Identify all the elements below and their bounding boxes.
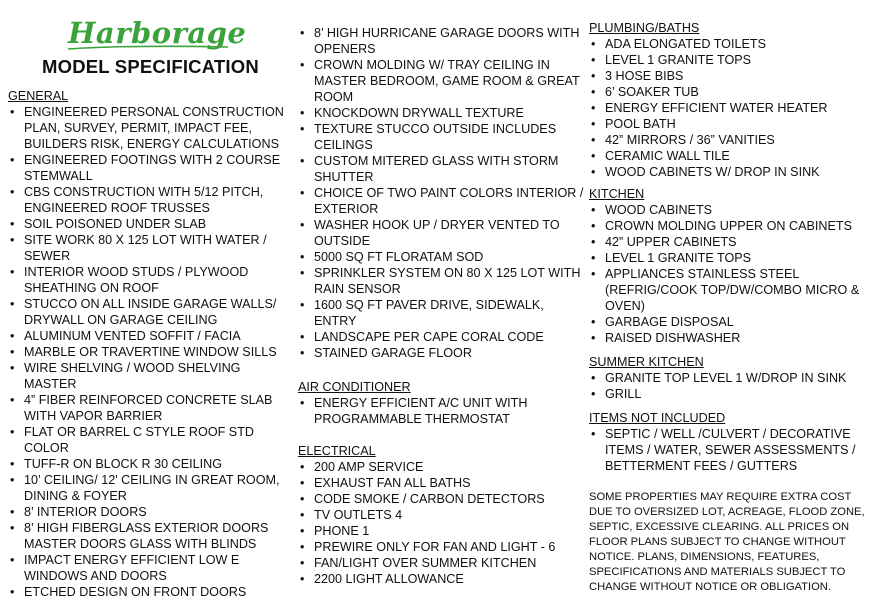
list-item: • LANDSCAPE PER CAPE CORAL CODE — [298, 329, 584, 345]
list-item: • 200 AMP SERVICE — [298, 459, 584, 475]
list-item: • 42” MIRRORS / 36” VANITIES — [589, 132, 877, 148]
list-item: • 5000 SQ FT FLORATAM SOD — [298, 249, 584, 265]
list-item: • ENERGY EFFICIENT A/C UNIT WITH PROGRAMMABLE THERMOSTAT — [298, 395, 584, 427]
plumbing-list — [589, 36, 877, 180]
column-1 — [8, 88, 293, 600]
list-item: • STAINED GARAGE FLOOR — [298, 345, 584, 361]
list-item: • WASHER HOOK UP / DRYER VENTED TO OUTSIDE — [298, 217, 584, 249]
list-item: • EXHAUST FAN ALL BATHS — [298, 475, 584, 491]
list-item: • 2200 LIGHT ALLOWANCE — [298, 571, 584, 587]
list-item: • STUCCO ON ALL INSIDE GARAGE WALLS/ DRYWALL ON GARAGE CEILING — [8, 296, 293, 328]
air-conditioner-list — [298, 395, 584, 427]
section-heading-air-conditioner: AIR CONDITIONER — [298, 380, 411, 394]
list-item: • SITE WORK 80 X 125 LOT WITH WATER / SEWER — [8, 232, 293, 264]
list-item: • WOOD CABINETS — [589, 202, 877, 218]
list-item: • FAN/LIGHT OVER SUMMER KITCHEN — [298, 555, 584, 571]
column-3 — [589, 20, 877, 595]
list-item: • 42” UPPER CABINETS — [589, 234, 877, 250]
list-item: • IMPACT ENERGY EFFICIENT LOW E WINDOWS AND DOORS — [8, 552, 293, 584]
section-heading-summer-kitchen: SUMMER KITCHEN — [589, 355, 704, 369]
list-item: • KNOCKDOWN DRYWALL TEXTURE — [298, 105, 584, 121]
section-heading-general: GENERAL — [8, 89, 69, 103]
list-item: • 10’ CEILING/ 12' CEILING IN GREAT ROOM, DINING & FOYER — [8, 472, 293, 504]
page-title: MODEL SPECIFICATION — [42, 56, 259, 77]
list-item: • 8’ HIGH FIBERGLASS EXTERIOR DOORS MASTER DOORS GLASS WITH BLINDS — [8, 520, 293, 552]
list-item: • TUFF-R ON BLOCK R 30 CEILING — [8, 456, 293, 472]
general-list — [8, 104, 293, 600]
section-heading-plumbing: PLUMBING/BATHS — [589, 21, 700, 35]
list-item: • ENGINEERED FOOTINGS WITH 2 COURSE STEMWALL — [8, 152, 293, 184]
list-item: • 3 HOSE BIBS — [589, 68, 877, 84]
logo-swash-icon — [66, 45, 230, 51]
list-item: • GARBAGE DISPOSAL — [589, 314, 877, 330]
list-item: • ADA ELONGATED TOILETS — [589, 36, 877, 52]
section-heading-electrical: ELECTRICAL — [298, 444, 376, 458]
list-item: • 1600 SQ FT PAVER DRIVE, SIDEWALK, ENTRY — [298, 297, 584, 329]
list-item: • POOL BATH — [589, 116, 877, 132]
general-continued-list — [298, 25, 584, 361]
list-item: • ALUMINUM VENTED SOFFIT / FACIA — [8, 328, 293, 344]
list-item: • APPLIANCES STAINLESS STEEL (REFRIG/COOK TOP/DW/COMBO MICRO & OVEN) — [589, 266, 877, 314]
list-item: • SOIL POISONED UNDER SLAB — [8, 216, 293, 232]
list-item: • SPRINKLER SYSTEM ON 80 X 125 LOT WITH RAIN SENSOR — [298, 265, 584, 297]
list-item: • RAISED DISHWASHER — [589, 330, 877, 346]
disclaimer: SOME PROPERTIES MAY REQUIRE EXTRA COST DUE TO OVERSIZED LOT, ACREAGE, FLOOD ZONE, SEPTIC, EXCESSIVE CLEARING. ALL PRICES ON FLOOR PLANS SUBJECT TO CHANGE WITHOUT NOTICE. PLANS, DIMENSIONS, FEATURES, SPECIFICATIONS AND MATERIALS SUBJECT TO CHANGE WITHOUT NOTICE OR OBLIGATION. — [589, 491, 865, 593]
list-item: • GRANITE TOP LEVEL 1 W/DROP IN SINK — [589, 370, 877, 386]
list-item: • TV OUTLETS 4 — [298, 507, 584, 523]
list-item: • CERAMIC WALL TILE — [589, 148, 877, 164]
list-item: • ENGINEERED PERSONAL CONSTRUCTION PLAN, SURVEY, PERMIT, IMPACT FEE, BUILDERS RISK, ENERGY CALCULATIONS — [8, 104, 293, 152]
list-item: • GRILL — [589, 386, 877, 402]
column-2 — [298, 25, 584, 587]
summer-kitchen-list — [589, 370, 877, 402]
section-heading-not-included: ITEMS NOT INCLUDED — [589, 411, 726, 425]
list-item: • SEPTIC / WELL /CULVERT / DECORATIVE ITEMS / WATER, SEWER ASSESSMENTS / BETTERMENT FEES / GUTTERS — [589, 426, 877, 474]
list-item: • PHONE 1 — [298, 523, 584, 539]
list-item: • 8’ INTERIOR DOORS — [8, 504, 293, 520]
list-item: • CHOICE OF TWO PAINT COLORS INTERIOR / EXTERIOR — [298, 185, 584, 217]
electrical-list — [298, 459, 584, 587]
list-item: • LEVEL 1 GRANITE TOPS — [589, 250, 877, 266]
list-item: • 4” FIBER REINFORCED CONCRETE SLAB WITH VAPOR BARRIER — [8, 392, 293, 424]
list-item: • ENERGY EFFICIENT WATER HEATER — [589, 100, 877, 116]
logo-text: Harborage — [68, 16, 247, 50]
list-item: • CROWN MOLDING UPPER ON CABINETS — [589, 218, 877, 234]
list-item: • ETCHED DESIGN ON FRONT DOORS — [8, 584, 293, 600]
list-item: • WIRE SHELVING / WOOD SHELVING MASTER — [8, 360, 293, 392]
list-item: • CUSTOM MITERED GLASS WITH STORM SHUTTER — [298, 153, 584, 185]
list-item: • CROWN MOLDING W/ TRAY CEILING IN MASTER BEDROOM, GAME ROOM & GREAT ROOM — [298, 57, 584, 105]
list-item: • 6’ SOAKER TUB — [589, 84, 877, 100]
list-item: • PREWIRE ONLY FOR FAN AND LIGHT - 6 — [298, 539, 584, 555]
list-item: • MARBLE OR TRAVERTINE WINDOW SILLS — [8, 344, 293, 360]
list-item: • CODE SMOKE / CARBON DETECTORS — [298, 491, 584, 507]
list-item: • INTERIOR WOOD STUDS / PLYWOOD SHEATHING ON ROOF — [8, 264, 293, 296]
list-item: • FLAT OR BARREL C STYLE ROOF STD COLOR — [8, 424, 293, 456]
list-item: • TEXTURE STUCCO OUTSIDE INCLUDES CEILINGS — [298, 121, 584, 153]
list-item: • CBS CONSTRUCTION WITH 5/12 PITCH, ENGINEERED ROOF TRUSSES — [8, 184, 293, 216]
section-heading-kitchen: KITCHEN — [589, 187, 645, 201]
list-item: • WOOD CABINETS W/ DROP IN SINK — [589, 164, 877, 180]
list-item: • LEVEL 1 GRANITE TOPS — [589, 52, 877, 68]
not-included-list — [589, 426, 877, 474]
list-item: • 8’ HIGH HURRICANE GARAGE DOORS WITH OPENERS — [298, 25, 584, 57]
kitchen-list — [589, 202, 877, 346]
